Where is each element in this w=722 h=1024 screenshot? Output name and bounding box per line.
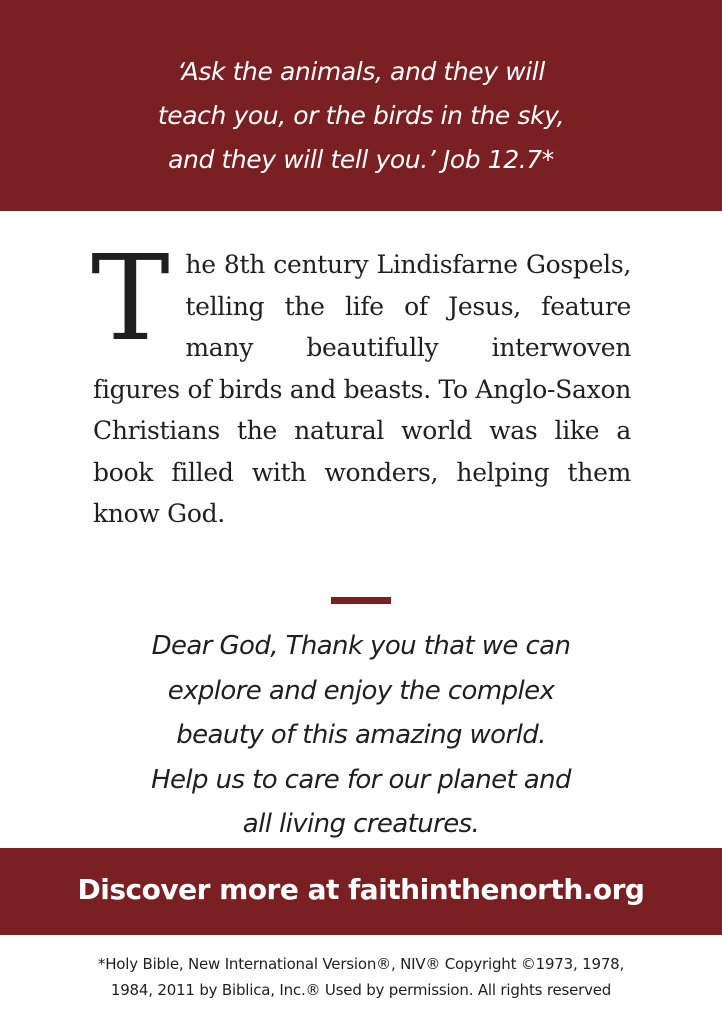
divider <box>331 597 391 604</box>
footnote-line: 1984, 2011 by Biblica, Inc.® Used by permission. All rights reserved <box>110 981 612 999</box>
prayer-line: Dear God, Thank you that we can <box>151 631 571 661</box>
copyright-footnote <box>30 951 692 1003</box>
scripture-quote <box>80 50 642 182</box>
prayer-line: beauty of this amazing world. <box>176 720 546 750</box>
body-paragraph <box>91 229 631 535</box>
body-text: he 8th century Lindisfarne Gospels, telling the life of Jesus, feature many beautifully interwoven figures of birds and beasts. To Anglo-Saxon Christians the natural world was like a book filled with wonders, helping them know God. <box>93 250 631 528</box>
quote-line: teach you, or the birds in the sky, <box>157 101 565 130</box>
drop-cap: T <box>91 229 170 367</box>
prayer-line: explore and enjoy the complex <box>167 675 555 706</box>
prayer-line: Help us to care for our planet and <box>151 764 571 795</box>
prayer-line: all living creatures. <box>242 809 480 839</box>
website-callout: Discover more at faithinthenorth.org <box>77 873 645 906</box>
footnote-line: *Holy Bible, New International Version®, NIV® Copyright ©1973, 1978, <box>97 955 625 973</box>
quote-line: ‘Ask the animals, and they will <box>177 57 545 86</box>
prayer <box>70 624 652 847</box>
quote-line: and they will tell you.’ Job 12.7* <box>168 145 554 174</box>
